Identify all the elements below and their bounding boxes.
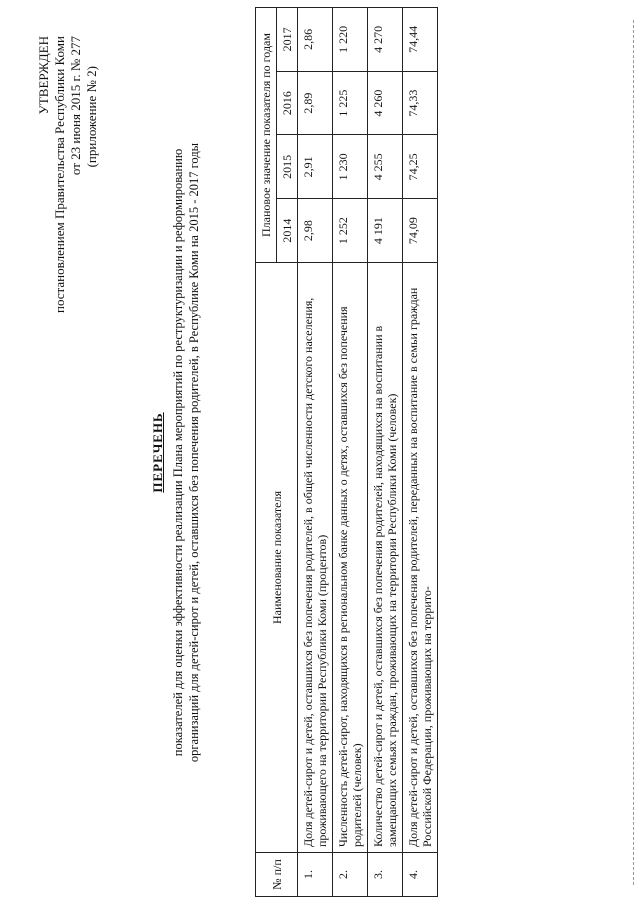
row-name: Численность детей-сирот, находящихся в региональном банке данных о детях, оставшихся без попечения родителей (человек)	[333, 263, 368, 853]
approval-decree: постановлением Правительства Республики Коми	[52, 36, 67, 313]
row-num: 2.	[333, 853, 368, 897]
row-num: 4.	[403, 853, 438, 897]
row-value-2016: 74,33	[403, 71, 438, 135]
row-value-2015: 2,91	[298, 135, 333, 199]
row-num: 3.	[368, 853, 403, 897]
header-num: № п/п	[256, 853, 298, 897]
header-plan-group: Плановое значение показателя по годам	[256, 8, 277, 263]
row-value-2015: 74,25	[403, 135, 438, 199]
approval-appendix: (приложение № 2)	[84, 66, 99, 168]
row-name: Доля детей-сирот и детей, оставшихся без попечения родителей, переданных на воспитание в семьи граждан Российской Федерации, проживающих на террито-	[403, 263, 438, 853]
row-value-2014: 1 252	[333, 199, 368, 263]
approval-stamp	[36, 36, 100, 313]
document-subtitle-line-2: организаций для детей-сирот и детей, оставшихся без попечения родителей, в Республике Коми на 2015 - 2017 годы	[187, 142, 201, 763]
row-value-2017: 2,86	[298, 8, 333, 72]
scan-edge-divider	[633, 20, 634, 885]
row-value-2014: 74,09	[403, 199, 438, 263]
indicators-table	[255, 7, 438, 897]
approval-heading: УТВЕРЖДЕН	[36, 36, 51, 115]
row-name: Доля детей-сирот и детей, оставшихся без попечения родителей, в общей численности детского населения, проживающего на территории Республики Коми (процентов)	[298, 263, 333, 853]
header-year-2017: 2017	[277, 8, 298, 72]
row-num: 1.	[298, 853, 333, 897]
row-value-2017: 4 270	[368, 8, 403, 72]
row-value-2017: 1 220	[333, 8, 368, 72]
row-value-2016: 1 225	[333, 71, 368, 135]
document-title: ПЕРЕЧЕНЬ	[150, 412, 165, 493]
row-value-2015: 4 255	[368, 135, 403, 199]
header-name: Наименование показателя	[256, 263, 298, 853]
table-row	[298, 8, 333, 897]
table-row	[333, 8, 368, 897]
document-subtitle-line-1: показателей для оценки эффективности реализации Плана мероприятий по реструктуризации и реформированию	[171, 148, 185, 757]
table-row	[403, 8, 438, 897]
row-value-2015: 1 230	[333, 135, 368, 199]
row-value-2017: 74,44	[403, 8, 438, 72]
row-value-2016: 2,89	[298, 71, 333, 135]
approval-date: от 23 июня 2015 г. № 277	[68, 36, 83, 176]
table-row	[368, 8, 403, 897]
row-value-2016: 4 260	[368, 71, 403, 135]
document-title-block	[150, 0, 202, 905]
row-value-2014: 2,98	[298, 199, 333, 263]
row-value-2014: 4 191	[368, 199, 403, 263]
row-name: Количество детей-сирот и детей, оставшихся без попечения родителей, находящихся на воспитании в замещающих семьях граждан, проживающих на территории Республики Коми (человек)	[368, 263, 403, 853]
header-year-2016: 2016	[277, 71, 298, 135]
header-year-2015: 2015	[277, 135, 298, 199]
header-year-2014: 2014	[277, 199, 298, 263]
table-header-row	[256, 8, 277, 897]
